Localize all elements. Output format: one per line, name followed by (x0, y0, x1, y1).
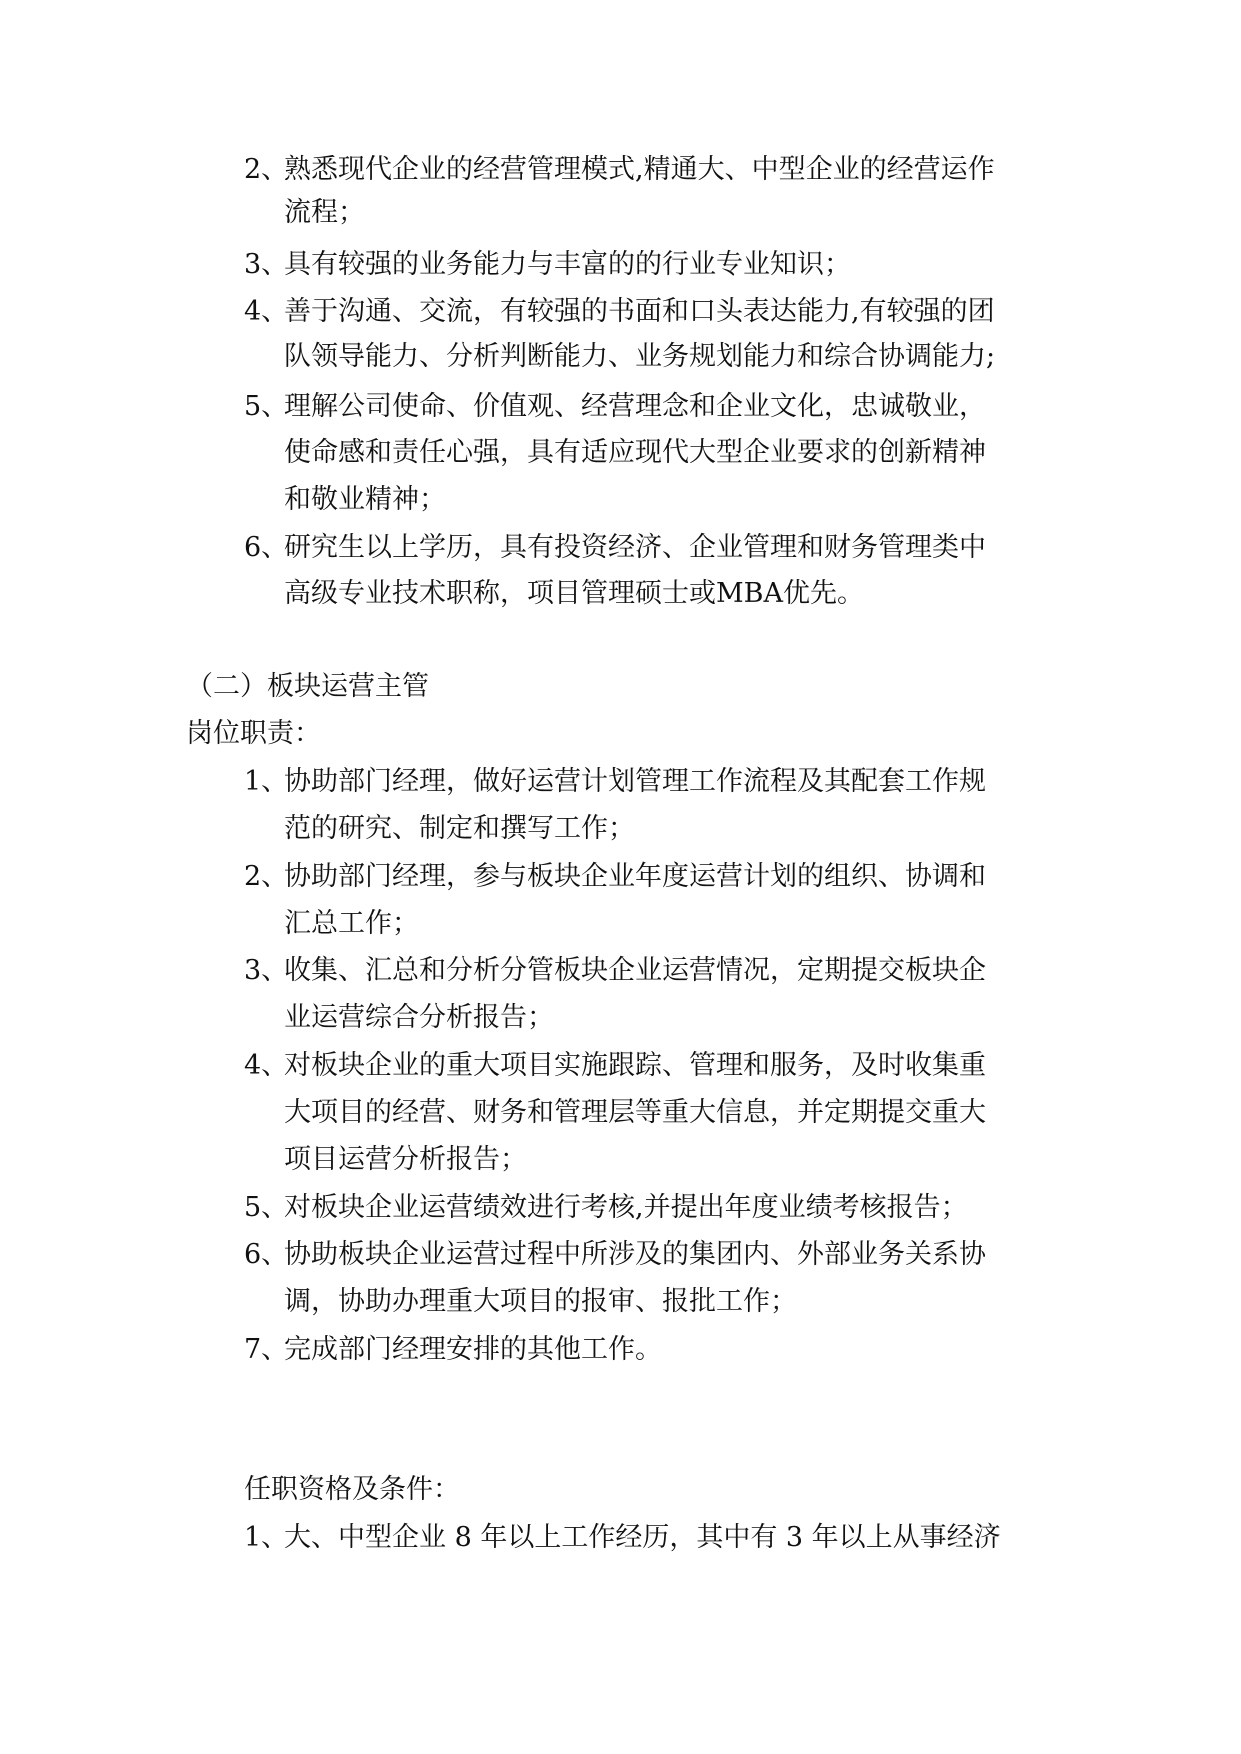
list-number: 3、 (244, 955, 289, 986)
list-number: 5、 (244, 391, 289, 422)
list-number: 3、 (244, 249, 289, 280)
list-text: 研究生以上学历，具有投资经济、企业管理和财务管理类中 (284, 532, 986, 563)
list-item (244, 859, 986, 895)
list-item (244, 152, 995, 188)
list-item (244, 1048, 986, 1084)
list-text: 理解公司使命、价值观、经营理念和企业文化，忠诚敬业， (284, 391, 986, 422)
list-text: 协助部门经理，参与板块企业年度运营计划的组织、协调和 (284, 861, 986, 892)
list-item (244, 1332, 662, 1368)
list-number: 4、 (244, 296, 289, 327)
section-title: （二）板块运营主管 (186, 671, 429, 702)
list-item-continuation: 范的研究、制定和撰写工作； (284, 813, 635, 844)
list-number: 4、 (244, 1050, 289, 1081)
list-text: 对板块企业运营绩效进行考核,并提出年度业绩考核报告； (284, 1192, 968, 1223)
list-item-continuation: 队领导能力、分析判断能力、业务规划能力和综合协调能力; (284, 341, 996, 372)
list-text: 协助部门经理，做好运营计划管理工作流程及其配套工作规 (284, 766, 986, 797)
list-item (244, 1237, 986, 1273)
list-text: 协助板块企业运营过程中所涉及的集团内、外部业务关系协 (284, 1239, 986, 1270)
list-text: 完成部门经理安排的其他工作。 (284, 1334, 662, 1365)
list-item (244, 1520, 1001, 1556)
list-text: 对板块企业的重大项目实施跟踪、管理和服务，及时收集重 (284, 1050, 986, 1081)
list-number: 2、 (244, 861, 289, 892)
list-item (244, 953, 986, 989)
list-item (244, 294, 995, 330)
list-number: 7、 (244, 1334, 289, 1365)
list-text: 具有较强的业务能力与丰富的的行业专业知识； (284, 249, 851, 280)
list-item-continuation: 和敬业精神； (284, 484, 446, 515)
list-item-continuation: 调，协助办理重大项目的报审、报批工作； (284, 1286, 797, 1317)
list-item (244, 1190, 968, 1226)
list-number: 1、 (244, 1522, 289, 1553)
list-number: 2、 (244, 154, 289, 185)
list-item-continuation: 高级专业技术职称，项目管理硕士或MBA优先。 (284, 578, 864, 609)
list-number: 5、 (244, 1192, 289, 1223)
list-item-continuation: 业运营综合分析报告； (284, 1002, 554, 1033)
list-item-continuation: 汇总工作； (284, 908, 419, 939)
qualifications-heading: 任职资格及条件： (244, 1474, 460, 1505)
list-item (244, 389, 986, 425)
list-text: 收集、汇总和分析分管板块企业运营情况，定期提交板块企 (284, 955, 986, 986)
list-number: 6、 (244, 1239, 289, 1270)
list-item (244, 764, 986, 800)
list-item-continuation: 使命感和责任心强，具有适应现代大型企业要求的创新精神 (284, 437, 986, 468)
duties-heading: 岗位职责： (186, 718, 321, 749)
list-item-continuation: 流程； (284, 197, 365, 228)
list-item (244, 247, 851, 283)
list-text: 善于沟通、交流，有较强的书面和口头表达能力,有较强的团 (284, 296, 995, 327)
list-text: 大、中型企业 8 年以上工作经历，其中有 3 年以上从事经济 (284, 1522, 1001, 1553)
list-item-continuation: 项目运营分析报告； (284, 1144, 527, 1175)
list-item (244, 530, 986, 566)
list-text: 熟悉现代企业的经营管理模式,精通大、中型企业的经营运作 (284, 154, 995, 185)
list-number: 6、 (244, 532, 289, 563)
list-number: 1、 (244, 766, 289, 797)
list-item-continuation: 大项目的经营、财务和管理层等重大信息，并定期提交重大 (284, 1097, 986, 1128)
